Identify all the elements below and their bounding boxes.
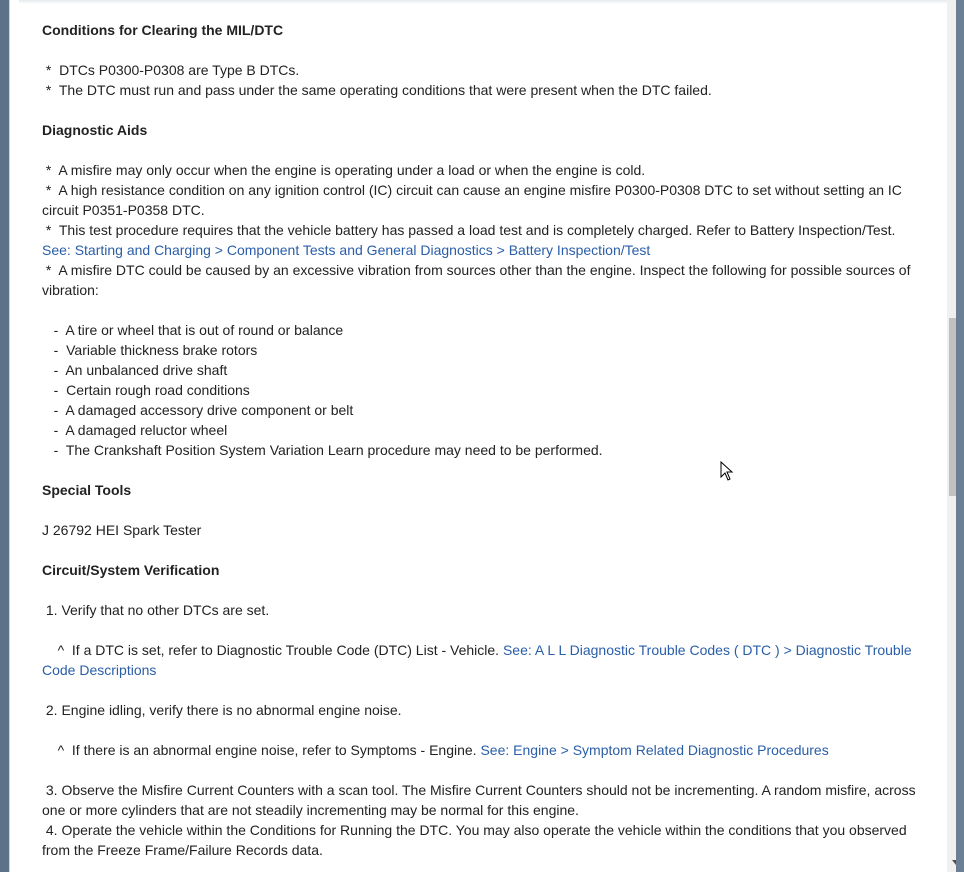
step-text: 1. Verify that no other DTCs are set.	[42, 602, 270, 618]
step-text: 3. Observe the Misfire Current Counters with a scan tool. The Misfire Current Counters should not be incrementing. A random misfire, across one or more cylinders that are not steadily incrementing may be normal for this engine.	[42, 782, 920, 818]
mouse-cursor-icon	[720, 461, 734, 481]
dtc-descriptions-link[interactable]: See: A L L Diagnostic Trouble Codes ( DTC ) > Diagnostic Trouble Code Descriptions	[42, 642, 916, 678]
sub-list-item: - A tire or wheel that is out of round or balance	[42, 322, 344, 338]
step-text: 2. Engine idling, verify there is no abnormal engine noise.	[42, 702, 402, 718]
sub-list-item: - A damaged accessory drive component or belt	[42, 402, 354, 418]
sub-list-item: - An unbalanced drive shaft	[42, 362, 228, 378]
heading-clearing: Conditions for Clearing the MIL/DTC	[42, 22, 284, 38]
document-content	[10, 0, 936, 872]
symptom-procedures-link[interactable]: See: Engine > Symptom Related Diagnostic Procedures	[480, 742, 829, 758]
scrollbar-thumb[interactable]	[949, 318, 956, 496]
sub-list-item: - Variable thickness brake rotors	[42, 342, 258, 358]
heading-verification: Circuit/System Verification	[42, 562, 220, 578]
list-item: * This test procedure requires that the vehicle battery has passed a load test and is completely charged. Refer to Battery Inspection/Test.	[42, 222, 896, 238]
step-subtext: ^ If there is an abnormal engine noise, refer to Symptoms - Engine.	[42, 742, 481, 758]
list-item: * A high resistance condition on any ignition control (IC) circuit can cause an engine misfire P0300-P0308 DTC to set without setting an IC circuit P0351-P0358 DTC.	[42, 182, 906, 218]
sub-list-item: - A damaged reluctor wheel	[42, 422, 228, 438]
sub-list-item: - The Crankshaft Position System Variation Learn procedure may need to be performed.	[42, 442, 603, 458]
tool-text: J 26792 HEI Spark Tester	[42, 522, 202, 538]
heading-diagnostic-aids: Diagnostic Aids	[42, 122, 148, 138]
list-item: * A misfire DTC could be caused by an excessive vibration from sources other than the engine. Inspect the following for possible sources of vibration:	[42, 262, 915, 298]
background-edge	[0, 0, 9, 872]
step-subtext: ^ If a DTC is set, refer to Diagnostic Trouble Code (DTC) List - Vehicle.	[42, 642, 503, 658]
battery-inspection-link[interactable]: See: Starting and Charging > Component Tests and General Diagnostics > Battery Inspection/Test	[42, 242, 651, 258]
list-item: * A misfire may only occur when the engine is operating under a load or when the engine is cold.	[42, 162, 646, 178]
list-item: * The DTC must run and pass under the same operating conditions that were present when the DTC failed.	[42, 82, 712, 98]
heading-special-tools: Special Tools	[42, 482, 132, 498]
scroll-down-arrow-icon[interactable]	[952, 860, 956, 865]
document-window	[9, 0, 956, 872]
sub-list-item: - Certain rough road conditions	[42, 382, 250, 398]
step-text: 4. Operate the vehicle within the Conditions for Running the DTC. You may also operate the vehicle within the conditions that you observed from the Freeze Frame/Failure Records data.	[42, 822, 911, 858]
list-item: * DTCs P0300-P0308 are Type B DTCs.	[42, 62, 300, 78]
vertical-scrollbar[interactable]	[947, 0, 956, 872]
